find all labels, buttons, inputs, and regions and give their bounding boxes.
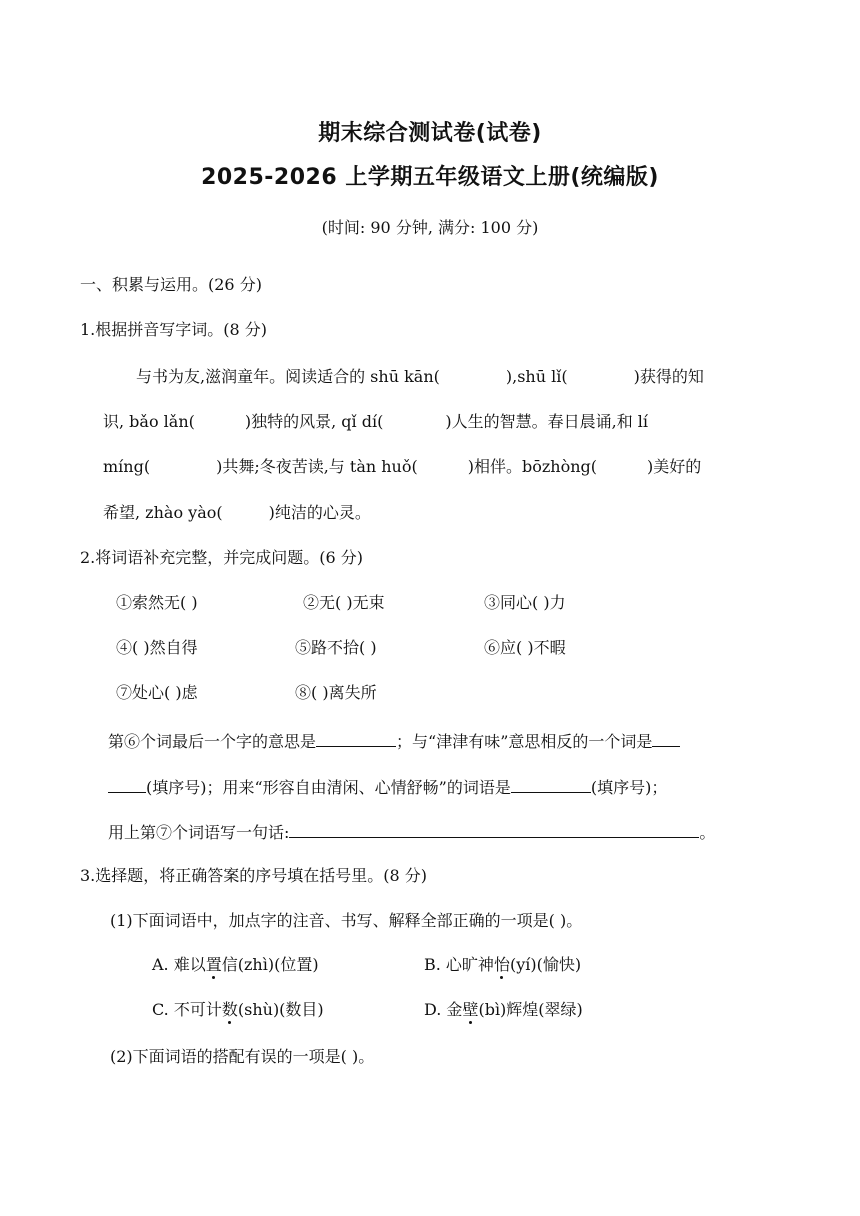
q1-line-2: 识, bǎo lǎn( )独特的风景, qǐ dí( )人生的智慧。春日晨诵,和 lí bbox=[103, 412, 649, 431]
q2-sentence-3: 用上第⑦个词语写一句话: 。 bbox=[108, 823, 716, 842]
q2-sentence-1: 第⑥个词最后一个字的意思是 ；与“津津有味”意思相反的一个词是 bbox=[108, 730, 680, 752]
q3-option-d: D. 金壁(bì)辉煌(翠绿) bbox=[424, 1000, 583, 1019]
dotted-char: 怡 bbox=[493, 955, 510, 974]
exam-title: 期末综合测试卷(试卷) bbox=[318, 121, 542, 146]
exam-subtitle: 2025-2026 上学期五年级语文上册(统编版) bbox=[201, 165, 659, 190]
q2-item: ④( )然自得 bbox=[116, 638, 198, 657]
q2-heading: 2.将词语补充完整，并完成问题。(6 分) bbox=[80, 548, 364, 567]
q2-item: ⑥应( )不暇 bbox=[484, 638, 566, 657]
q2-item: ①索然无( ) bbox=[116, 593, 198, 612]
q1-line-3: míng( )共舞;冬夜苦读,与 tàn huǒ( )相伴。bōzhòng( )美好的 bbox=[103, 457, 702, 476]
dotted-char: 数 bbox=[221, 1000, 238, 1019]
q3-option-b: B. 心旷神怡(yí)(愉快) bbox=[424, 955, 582, 974]
q1-heading: 1.根据拼音写字词。(8 分) bbox=[80, 320, 268, 339]
dotted-char: 壁 bbox=[462, 1000, 479, 1019]
dotted-char: 置 bbox=[205, 955, 222, 974]
q2-item: ②无( )无束 bbox=[303, 593, 385, 612]
answer-blank[interactable] bbox=[289, 821, 699, 838]
q3-heading: 3.选择题，将正确答案的序号填在括号里。(8 分) bbox=[80, 866, 428, 885]
q3-option-c: C. 不可计数(shù)(数目) bbox=[152, 1000, 324, 1019]
q3-sub1: (1)下面词语中，加点字的注音、书写、解释全部正确的一项是( )。 bbox=[110, 911, 583, 930]
answer-blank[interactable] bbox=[316, 730, 396, 747]
time-info: (时间: 90 分钟, 满分: 100 分) bbox=[321, 218, 539, 237]
q2-item: ③同心( )力 bbox=[484, 593, 566, 612]
q3-sub2: (2)下面词语的搭配有误的一项是( )。 bbox=[110, 1047, 375, 1066]
answer-blank[interactable] bbox=[108, 776, 146, 793]
q1-line-1: 与书为友,滋润童年。阅读适合的 shū kān( ),shū lǐ( )获得的知 bbox=[136, 367, 704, 386]
q2-item: ⑤路不拾( ) bbox=[295, 638, 377, 657]
answer-blank[interactable] bbox=[511, 776, 591, 793]
answer-blank[interactable] bbox=[652, 730, 680, 747]
q3-option-a: A. 难以置信(zhì)(位置) bbox=[152, 955, 319, 974]
q2-sentence-2: (填序号)；用来“形容自由清闲、心情舒畅”的词语是 (填序号)； bbox=[108, 776, 667, 798]
q2-item: ⑧( )离失所 bbox=[295, 683, 377, 702]
q1-line-4: 希望, zhào yào( )纯洁的心灵。 bbox=[103, 503, 371, 522]
section1-heading: 一、积累与运用。(26 分) bbox=[80, 275, 262, 294]
q2-item: ⑦处心( )虑 bbox=[116, 683, 198, 702]
